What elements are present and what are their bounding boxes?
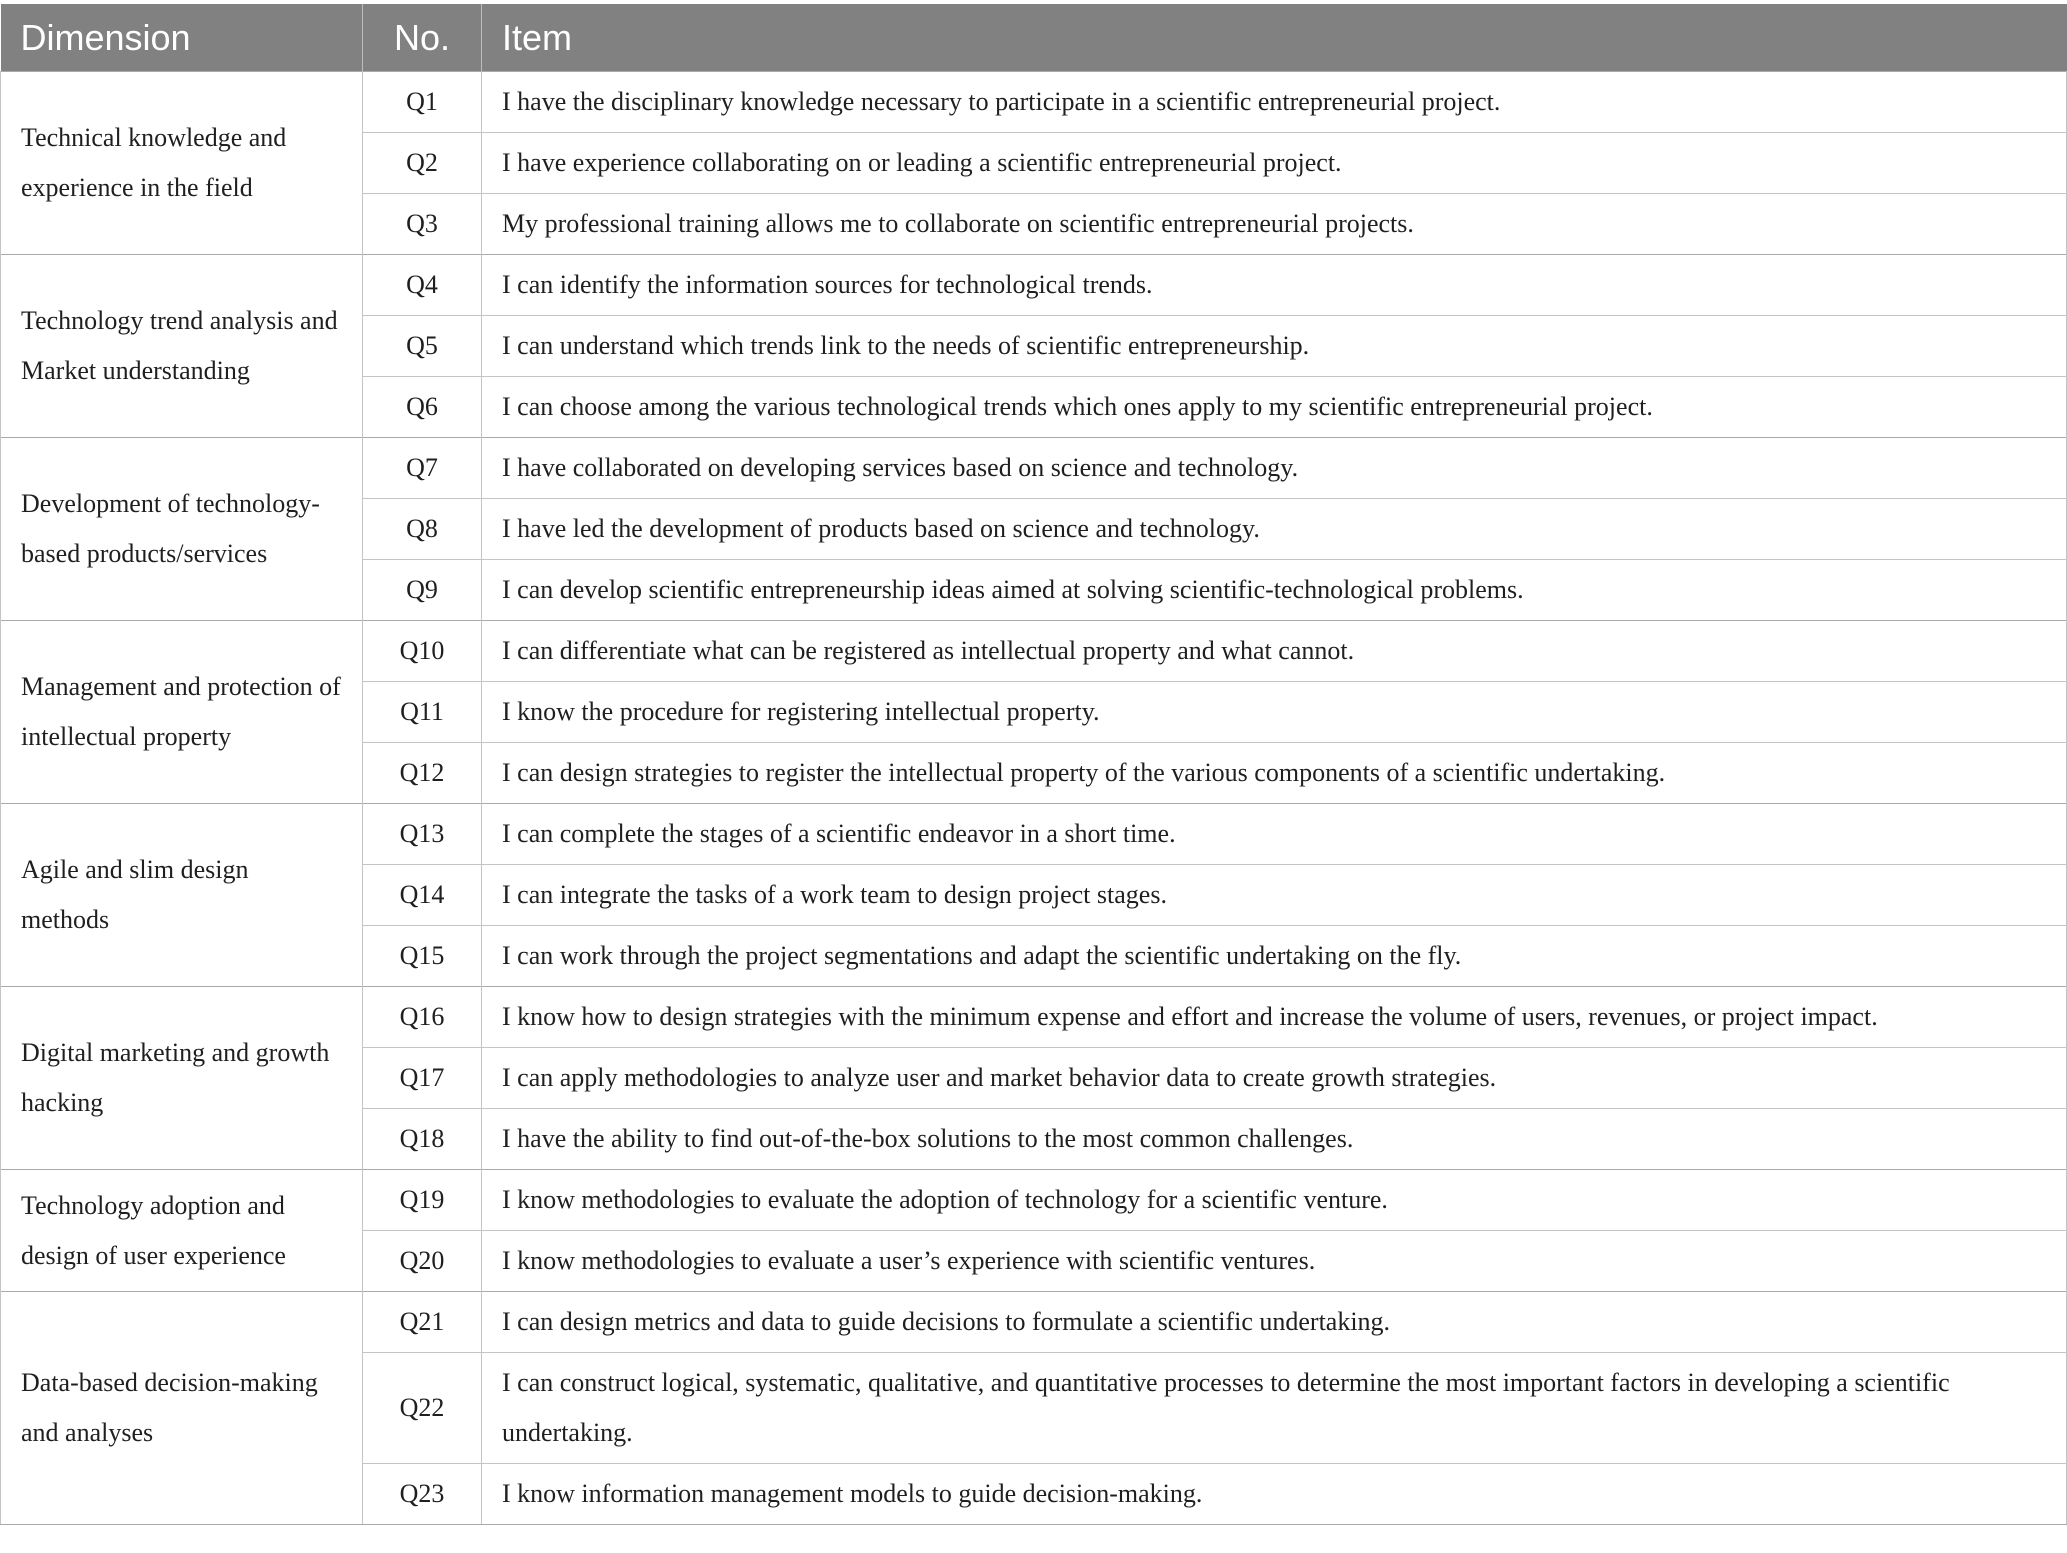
- table-row: [1, 1292, 2067, 1353]
- question-item: I can choose among the various technological trends which ones apply to my scientific entrepreneurial project.: [482, 377, 2067, 438]
- question-number: Q9: [363, 560, 482, 621]
- question-number: Q2: [363, 133, 482, 194]
- question-item: I have led the development of products based on science and technology.: [482, 499, 2067, 560]
- table-row: [1, 438, 2067, 499]
- question-number: Q7: [363, 438, 482, 499]
- question-number: Q12: [363, 743, 482, 804]
- table-row: [1, 804, 2067, 865]
- question-item: I can design metrics and data to guide decisions to formulate a scientific undertaking.: [482, 1292, 2067, 1353]
- header-dimension: Dimension: [1, 4, 363, 72]
- dimension-cell: Agile and slim design methods: [1, 804, 363, 987]
- question-number: Q18: [363, 1109, 482, 1170]
- question-number: Q15: [363, 926, 482, 987]
- header-item: Item: [482, 4, 2067, 72]
- question-item: I can design strategies to register the intellectual property of the various components of a scientific undertaking.: [482, 743, 2067, 804]
- question-item: I have experience collaborating on or leading a scientific entrepreneurial project.: [482, 133, 2067, 194]
- question-item: I can work through the project segmentations and adapt the scientific undertaking on the fly.: [482, 926, 2067, 987]
- dimension-cell: Technical knowledge and experience in the field: [1, 72, 363, 255]
- question-number: Q20: [363, 1231, 482, 1292]
- question-item: I have the disciplinary knowledge necessary to participate in a scientific entrepreneurial project.: [482, 72, 2067, 133]
- question-item: I can develop scientific entrepreneurship ideas aimed at solving scientific-technological problems.: [482, 560, 2067, 621]
- dimension-cell: Digital marketing and growth hacking: [1, 987, 363, 1170]
- question-number: Q21: [363, 1292, 482, 1353]
- table-row: [1, 72, 2067, 133]
- table-header: [1, 4, 2067, 72]
- dimension-cell: Data-based decision-making and analyses: [1, 1292, 363, 1525]
- header-row: [1, 4, 2067, 72]
- table-row: [1, 255, 2067, 316]
- table-row: [1, 1170, 2067, 1231]
- question-item: I know information management models to guide decision-making.: [482, 1464, 2067, 1525]
- question-item: I have the ability to find out-of-the-box solutions to the most common challenges.: [482, 1109, 2067, 1170]
- question-item: I know methodologies to evaluate the adoption of technology for a scientific venture.: [482, 1170, 2067, 1231]
- question-item: I know methodologies to evaluate a user’s experience with scientific ventures.: [482, 1231, 2067, 1292]
- question-number: Q16: [363, 987, 482, 1048]
- question-item: I can complete the stages of a scientific endeavor in a short time.: [482, 804, 2067, 865]
- question-number: Q3: [363, 194, 482, 255]
- question-number: Q19: [363, 1170, 482, 1231]
- question-number: Q4: [363, 255, 482, 316]
- dimension-cell: Management and protection of intellectual property: [1, 621, 363, 804]
- dimension-cell: Technology trend analysis and Market understanding: [1, 255, 363, 438]
- question-item: My professional training allows me to collaborate on scientific entrepreneurial projects.: [482, 194, 2067, 255]
- question-number: Q23: [363, 1464, 482, 1525]
- table-row: [1, 621, 2067, 682]
- question-item: I know how to design strategies with the minimum expense and effort and increase the volume of users, revenues, or project impact.: [482, 987, 2067, 1048]
- question-number: Q10: [363, 621, 482, 682]
- table-body: [1, 72, 2067, 1525]
- table-container: [0, 4, 2066, 1525]
- question-number: Q5: [363, 316, 482, 377]
- question-item: I have collaborated on developing services based on science and technology.: [482, 438, 2067, 499]
- table-row: [1, 987, 2067, 1048]
- dimension-cell: Development of technology-based products/services: [1, 438, 363, 621]
- question-item: I can apply methodologies to analyze user and market behavior data to create growth strategies.: [482, 1048, 2067, 1109]
- question-item: I can construct logical, systematic, qualitative, and quantitative processes to determine the most important factors in developing a scientific undertaking.: [482, 1353, 2067, 1464]
- question-item: I know the procedure for registering intellectual property.: [482, 682, 2067, 743]
- header-no: No.: [363, 4, 482, 72]
- question-number: Q13: [363, 804, 482, 865]
- question-item: I can integrate the tasks of a work team to design project stages.: [482, 865, 2067, 926]
- question-item: I can identify the information sources for technological trends.: [482, 255, 2067, 316]
- question-number: Q14: [363, 865, 482, 926]
- question-number: Q8: [363, 499, 482, 560]
- question-number: Q6: [363, 377, 482, 438]
- dimension-cell: Technology adoption and design of user experience: [1, 1170, 363, 1292]
- dimensions-table: [0, 4, 2067, 1525]
- question-number: Q11: [363, 682, 482, 743]
- question-item: I can understand which trends link to the needs of scientific entrepreneurship.: [482, 316, 2067, 377]
- question-number: Q17: [363, 1048, 482, 1109]
- question-number: Q1: [363, 72, 482, 133]
- question-number: Q22: [363, 1353, 482, 1464]
- question-item: I can differentiate what can be registered as intellectual property and what cannot.: [482, 621, 2067, 682]
